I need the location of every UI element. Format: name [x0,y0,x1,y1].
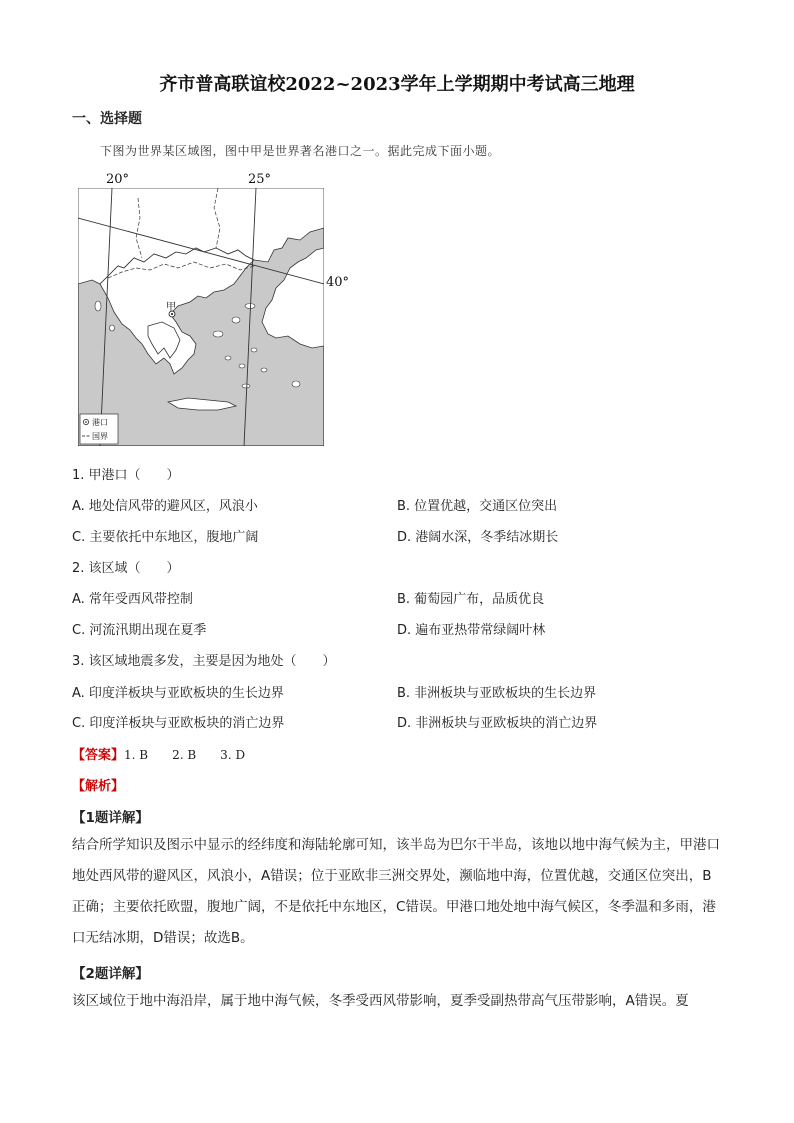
answer-line [72,744,245,763]
longitude-25-label: 25° [248,172,272,187]
detail-1-text: 结合所学知识及图示中显示的经纬度和海陆轮廓可知，该半岛为巴尔干半岛，该地以地中海气候为主，甲港口地处西风带的避风区，风浪小，A错误；位于亚欧非三洲交界处，濒临地中海，位置优越，交通区位突出，B正确；主要依托欧盟，腹地广阔，不是依托中东地区，C错误。甲港口地处地中海气候区，冬季温和多雨，港口无结冰期，D错误；故选B。 [72,837,720,946]
island [225,356,231,360]
island [110,325,115,331]
question-1-option-d: D. 港阔水深，冬季结冰期长 [397,530,559,545]
answer-values: 1. B 2. B 3. D [124,748,246,762]
detail-2-label: 【2题详解】 [72,966,149,982]
question-3-option-b: B. 非洲板块与亚欧板块的生长边界 [397,686,597,701]
island [242,384,250,388]
island [232,317,240,323]
question-3-option-c: C. 印度洋板块与亚欧板块的消亡边界 [72,716,285,731]
question-2-option-d: D. 遍布亚热带常绿阔叶林 [397,623,546,638]
question-3-option-d: D. 非洲板块与亚欧板块的消亡边界 [397,716,598,731]
analysis-label: 【解析】 [72,779,125,794]
latitude-40-label: 40° [326,275,350,290]
page-title: 齐市普高联谊校2022~2023学年上学期期中考试高三地理 [159,74,635,95]
legend-border-label: 国界 [92,432,108,441]
island [213,331,223,337]
island [251,348,257,352]
question-2-stem: 2. 该区域（ ） [72,561,180,576]
question-1-option-a: A. 地处信风带的避风区，风浪小 [72,499,258,514]
question-1-option-b: B. 位置优越，交通区位突出 [397,499,558,514]
region-map-svg [78,188,324,446]
question-intro: 下图为世界某区域图，图中甲是世界著名港口之一。据此完成下面小题。 [100,144,501,158]
port-jia-label: 甲 [166,302,176,313]
question-1-stem: 1. 甲港口（ ） [72,468,180,483]
legend-port-label: 港口 [92,418,108,427]
region-map [78,188,324,446]
question-2-option-b: B. 葡萄园广布，品质优良 [397,592,545,607]
question-2-option-c: C. 河流汛期出现在夏季 [72,623,207,638]
detail-2-text: 该区域位于地中海沿岸，属于地中海气候，冬季受西风带影响，夏季受副热带高气压带影响，A错误。夏 [72,993,689,1009]
island [261,368,267,372]
island [95,301,101,311]
port-jia-marker-dot [171,313,173,315]
question-2-option-a: A. 常年受西风带控制 [72,592,193,607]
island [239,364,245,368]
detail-1-label: 【1题详解】 [72,810,149,826]
question-1-option-c: C. 主要依托中东地区，腹地广阔 [72,530,259,545]
question-3-stem: 3. 该区域地震多发，主要是因为地处（ ） [72,654,336,669]
question-3-option-a: A. 印度洋板块与亚欧板块的生长边界 [72,686,284,701]
island [292,381,300,387]
longitude-20-label: 20° [106,172,130,187]
answer-label: 【答案】 [72,748,125,763]
section-title: 一、选择题 [72,111,142,127]
